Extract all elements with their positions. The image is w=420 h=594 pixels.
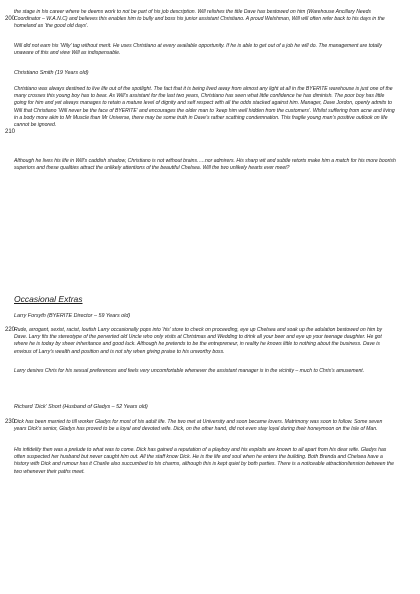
heading-larry-forsyth: Larry Forsyth (BYERITE Director – 59 Years old) bbox=[14, 313, 131, 319]
line-number-210: 210 bbox=[5, 129, 16, 135]
paragraph-will-role: 200 the stage in his career where he deems work to not be part of his job description. Will relishes the title Dave has bestowed on him (Warehouse Ancillary Needs Coordinator – W.A.N.C) and believes this enables him to bully and boss his junior assistant Christiano. A proud Welshman, Will will often refer back to his days in the homeland as ‘the good old days’. bbox=[5, 9, 385, 30]
paragraph-christiano-bio: 210 Christiano was always destined to live life out of the spotlight. The fact that it is being lived away from almost any light at all in the BYERITE warehouse is just one of the many crosses this young boy has to bear. As Will’s assistant for the last two years, Christiano has seen what little confidence he has diminish. The poor boy has little going for him and yet always manages to retain a mature level of dignity and self respect with all the odds stacked against him. Manager, Dave Jordon, openly admits to Will that Christiano ‘Will never be the face of BYERITE’ and encourages the older man to ‘keep him well hidden from the customers’. Whilst suffering from acne and living in a body more akin to Mr Muscle than Mr Universe, there may be some truth in Dave’s rather scathing condemnation. This fragile young man’s positive outlook on life cannot be ignored. bbox=[5, 86, 395, 135]
line-number-200: 200 bbox=[5, 16, 16, 22]
paragraph-larry-chris: Larry desires Chris for his sexual preferences and feels very uncomfortable whenever the assistant manager is in the vicinity – much to Chris’s amusement. bbox=[14, 368, 365, 374]
line-number-230: 230 bbox=[5, 419, 16, 425]
line-number-220: 220 bbox=[5, 327, 16, 333]
paragraph-larry-bio: 220 Rude, arrogant, sexist, racist, loutish Larry occasionally pops into ‘his’ store to check on proceeding, eye up Chelsea and soak up the adulation bestowed on him by Dave. Larry fits the stereotype of the perverted old Uncle who only visits at Christmas and Wedding to drink all your beer and eye up your teenage daughter. He got where he is today by sheer inheritance and good luck. Although he pretends to be the entrepreneur, in reality he knows little to nothing about the business. Dave is envious of Larry’s wealth and position and is not shy when giving praise to his unworthy boss. bbox=[5, 327, 383, 355]
paragraph-dick-marriage: 230 Dick has been married to till worker Gladys for most of his adult life. The two met at University and soon became lovers. Matrimony was soon to follow. Some seven years Dick’s senior, Gladys has proved to be a loyal and devoted wife. Dick, on the other hand, did not even stay loyal during their honeymoon on the Isle of Man. bbox=[5, 419, 383, 433]
paragraph-christiano-wit: Although he lives his life in Will’s caddish shadow, Christiano is not without brains…..nor admirers. His sharp wit and subtle retorts make him a match for his more boorish superiors and these qualities attract the unlikely attentions of the beautiful Chelsea. Will the two unlikely hearts ever meet? bbox=[14, 158, 396, 172]
section-heading-occasional-extras: Occasional Extras bbox=[14, 294, 83, 304]
paragraph-will-wily: Will did not earn his ‘Wily’ tag without merit. He uses Christiano at every available opportunity. If he is able to get out of a job he will do. The management are totally unaware of this and view Will as indispensable. bbox=[14, 43, 382, 57]
heading-richard-short: Richard ‘Dick’ Short (Husband of Gladys – 52 Years old) bbox=[14, 404, 148, 410]
paragraph-dick-infidelity: His infidelity then was a prelude to what was to come. Dick has gained a reputation of a playboy and his exploits are known to all apart from his dear wife. Gladys has often suspected her husband but never caught him out. All the staff know Dick. He is the life and soul when he enters the building. Both Brenda and Chelsea have a history with Dick and rumour has it Charlie also succumbed to his charms, although this is kept quiet by both parties. There is a noticeable attraction/tension between the two whenever their paths meet. bbox=[14, 447, 394, 475]
heading-christiano-smith: Christiano Smith (19 Years old) bbox=[14, 70, 89, 76]
